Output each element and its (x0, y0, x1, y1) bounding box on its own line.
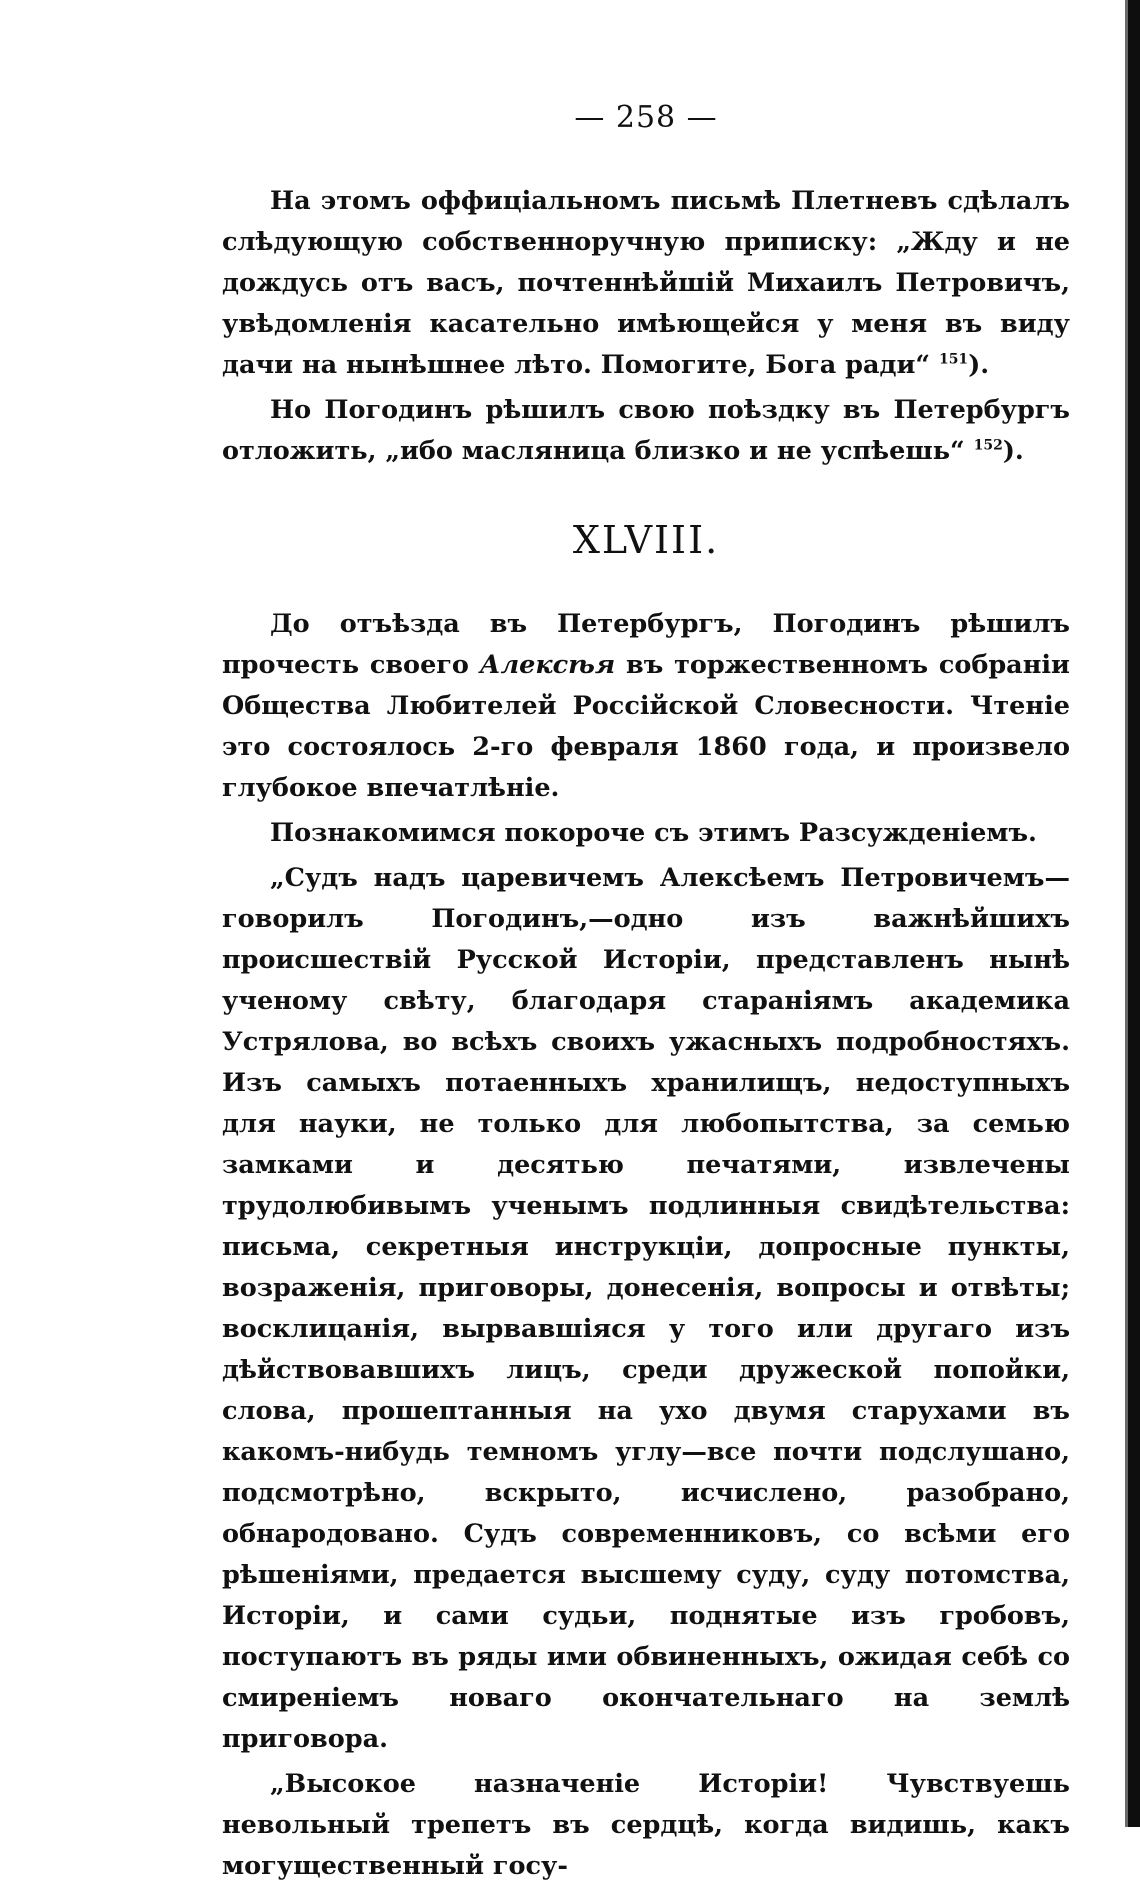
footnote-ref: 152 (973, 437, 1003, 454)
scan-edge (1128, 0, 1140, 1827)
italic-title: Алексѣя (479, 650, 616, 680)
paragraph-acquaint: Познакомимся покороче съ этимъ Разсужденіемъ. (270, 818, 1037, 848)
paragraph-tail: ). (1002, 436, 1024, 466)
paragraph-tail: ). (968, 350, 990, 380)
chapter-heading: XLVIII. (572, 518, 720, 562)
paragraph-pletnev-note (222, 181, 1070, 386)
paragraph-quote-trial: „Судъ надъ царевичемъ Алексѣемъ Петровичемъ—говорилъ Погодинъ,—одно изъ важнѣйшихъ происшествій Русской Исторіи, представленъ нынѣ ученому свѣту, благодаря стараніямъ академика Устрялова, во всѣхъ своихъ ужасныхъ подробностяхъ. Изъ самыхъ потаенныхъ хранилищъ, недоступныхъ для науки, не только для любопытства, за семью замками и десятью печатями, извлечены трудолюбивымъ ученымъ подлинныя свидѣтельства: письма, секретныя инструкціи, допросные пункты, возраженія, приговоры, донесенія, вопросы и отвѣты; восклицанія, вырвавшіяся у того или другаго изъ дѣйствовавшихъ лицъ, среди дружеской попойки, слова, прошептанныя на ухо двумя старухами въ какомъ-нибудь темномъ углу—все почти подслушано, подсмотрѣно, вскрыто, исчислено, разобрано, обнародовано. Судъ современниковъ, со всѣми его рѣшеніями, предается высшему суду, суду потомства, Исторіи, и сами судьи, поднятые изъ гробовъ, поступаютъ въ ряды ими обвиненныхъ, ожидая себѣ со смиреніемъ новаго окончательнаго на землѣ приговора. (222, 863, 1070, 1754)
paragraph-reading (222, 604, 1070, 809)
page-number: — 258 — (574, 100, 718, 135)
paragraph-quote-history: „Высокое назначеніе Исторіи! Чувствуешь невольный трепетъ въ сердцѣ, когда видишь, какъ могущественный госу- (222, 1769, 1070, 1881)
paragraph-text: въ торжественномъ собраніи Общества Любителей Россійской Словесности. Чтеніе это состоялось 2-го февраля 1860 года, и произвело глубокое впечатлѣніе. (222, 650, 1070, 803)
book-page (222, 100, 1070, 1891)
paragraph-text: Но Погодинъ рѣшилъ свою поѣздку въ Петербургъ отложить, „ибо масляница близко и не успѣешь“ (222, 395, 1070, 466)
paragraph-text: До отъѣзда въ Петербургъ, Погодинъ рѣшилъ прочесть своего (222, 609, 1070, 680)
footnote-ref: 151 (938, 351, 969, 368)
paragraph-pogodin-postpone (222, 390, 1070, 472)
paragraph-text: На этомъ оффиціальномъ письмѣ Плетневъ сдѣлалъ слѣдующую собственноручную приписку: „Жду и не дождусь отъ васъ, почтеннѣйшій Михаилъ Петровичъ, увѣдомленія касательно имѣющейся у меня въ виду дачи на нынѣшнее лѣто. Помогите, Бога ради“ (222, 186, 1070, 380)
